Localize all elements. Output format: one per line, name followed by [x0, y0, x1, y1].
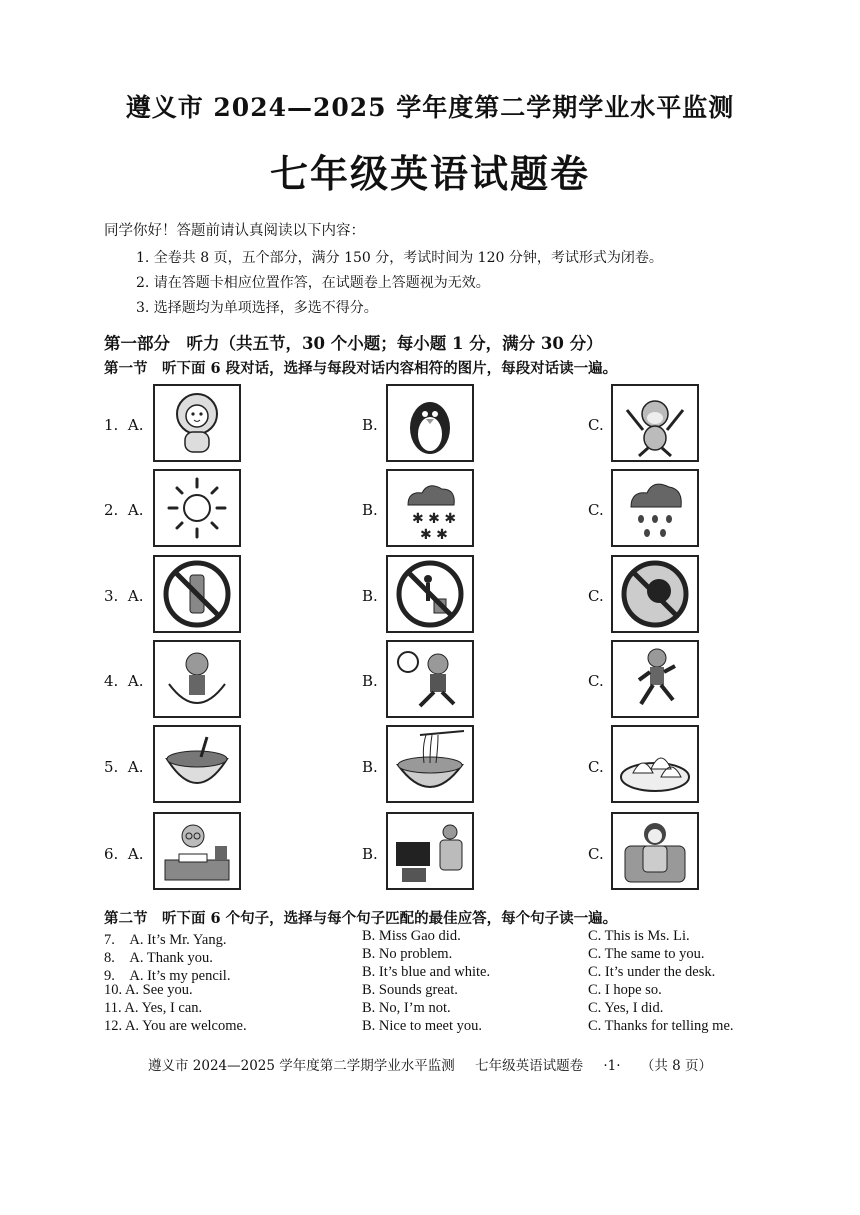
option-label: C. — [588, 587, 604, 605]
option-a: 10. A. See you. — [104, 982, 193, 998]
question-number: 3. A. — [104, 587, 144, 605]
option-c: C. It’s under the desk. — [588, 964, 716, 980]
question-number: 5. A. — [104, 758, 144, 776]
option-b: B. No, I’m not. — [362, 1000, 451, 1016]
reading-girl-icon[interactable] — [153, 812, 241, 890]
jump-rope-icon[interactable] — [153, 640, 241, 718]
option-a: 11. A. Yes, I can. — [104, 1000, 203, 1016]
option-label: B. — [362, 845, 378, 863]
rain-cloud-icon[interactable] — [611, 469, 699, 547]
option-label: B. — [362, 416, 378, 434]
option-b: B. No problem. — [362, 946, 453, 962]
instruction-item: 3. 选择题均为单项选择，多选不得分。 — [136, 300, 378, 316]
option-label: B. — [362, 501, 378, 519]
lion-icon[interactable] — [153, 384, 241, 462]
monkey-icon[interactable] — [611, 384, 699, 462]
option-b: B. Miss Gao did. — [362, 928, 461, 944]
noodles-icon[interactable] — [386, 725, 474, 803]
question-number: 4. A. — [104, 672, 144, 690]
dumplings-icon[interactable] — [611, 725, 699, 803]
footer-total-pages: （共 8 页） — [640, 1058, 713, 1074]
question-number: 1. A. — [104, 416, 144, 434]
option-a: 9. A. It’s my pencil. — [104, 968, 231, 984]
svg-text:✱ ✱: ✱ ✱ — [420, 527, 448, 543]
option-b: B. It’s blue and white. — [362, 964, 491, 980]
option-label: C. — [588, 672, 604, 690]
option-c: C. Yes, I did. — [588, 1000, 664, 1016]
svg-text:✱ ✱ ✱: ✱ ✱ ✱ — [412, 511, 457, 527]
section1-heading: 第一节 听下面 6 段对话，选择与每段对话内容相符的图片，每段对话读一遍。 — [104, 360, 618, 377]
no-littering-icon[interactable] — [386, 555, 474, 633]
option-label: C. — [588, 845, 604, 863]
instructions-intro: 同学你好！答题前请认真阅读以下内容： — [104, 223, 365, 239]
question-number: 6. A. — [104, 845, 144, 863]
watching-tv-icon[interactable] — [386, 812, 474, 890]
running-icon[interactable] — [611, 640, 699, 718]
option-label: C. — [588, 416, 604, 434]
snow-cloud-icon[interactable] — [386, 469, 474, 547]
option-label: C. — [588, 758, 604, 776]
option-c: C. This is Ms. Li. — [588, 928, 690, 944]
page-footer — [0, 1054, 860, 1074]
option-a: 12. A. You are welcome. — [104, 1018, 247, 1034]
soup-icon[interactable] — [153, 725, 241, 803]
option-a: 7. A. It’s Mr. Yang. — [104, 932, 227, 948]
part1-heading: 第一部分 听力（共五节，30 个小题；每小题 1 分，满分 30 分） — [104, 334, 603, 353]
option-c: C. The same to you. — [588, 946, 705, 962]
option-b: B. Sounds great. — [362, 982, 458, 998]
instruction-item: 1. 全卷共 8 页，五个部分，满分 150 分，考试时间为 120 分钟，考试形式为闭卷。 — [136, 250, 663, 266]
option-b: B. Nice to meet you. — [362, 1018, 483, 1034]
paper-title: 七年级英语试题卷 — [269, 151, 590, 196]
footer-page-number: ·1· — [603, 1058, 621, 1074]
sun-icon[interactable] — [153, 469, 241, 547]
option-label: B. — [362, 758, 378, 776]
option-c: C. Thanks for telling me. — [588, 1018, 734, 1034]
instruction-item: 2. 请在答题卡相应位置作答，在试题卷上答题视为无效。 — [136, 275, 490, 291]
no-phone-icon[interactable] — [153, 555, 241, 633]
option-a: 8. A. Thank you. — [104, 950, 213, 966]
soccer-icon[interactable] — [386, 640, 474, 718]
option-label: B. — [362, 587, 378, 605]
sitting-girl-icon[interactable] — [611, 812, 699, 890]
penguin-icon[interactable] — [386, 384, 474, 462]
footer-exam: 遵义市 2024—2025 学年度第二学期学业水平监测 — [147, 1058, 455, 1074]
question-number: 2. A. — [104, 501, 144, 519]
option-c: C. I hope so. — [588, 982, 662, 998]
option-label: C. — [588, 501, 604, 519]
footer-paper: 七年级英语试题卷 — [475, 1058, 584, 1074]
section2-heading: 第二节 听下面 6 个句子，选择与每个句子匹配的最佳应答，每个句子读一遍。 — [104, 910, 618, 927]
no-shouting-icon[interactable] — [611, 555, 699, 633]
option-label: B. — [362, 672, 378, 690]
exam-title: 遵义市 2024—2025 学年度第二学期学业水平监测 — [125, 93, 735, 122]
